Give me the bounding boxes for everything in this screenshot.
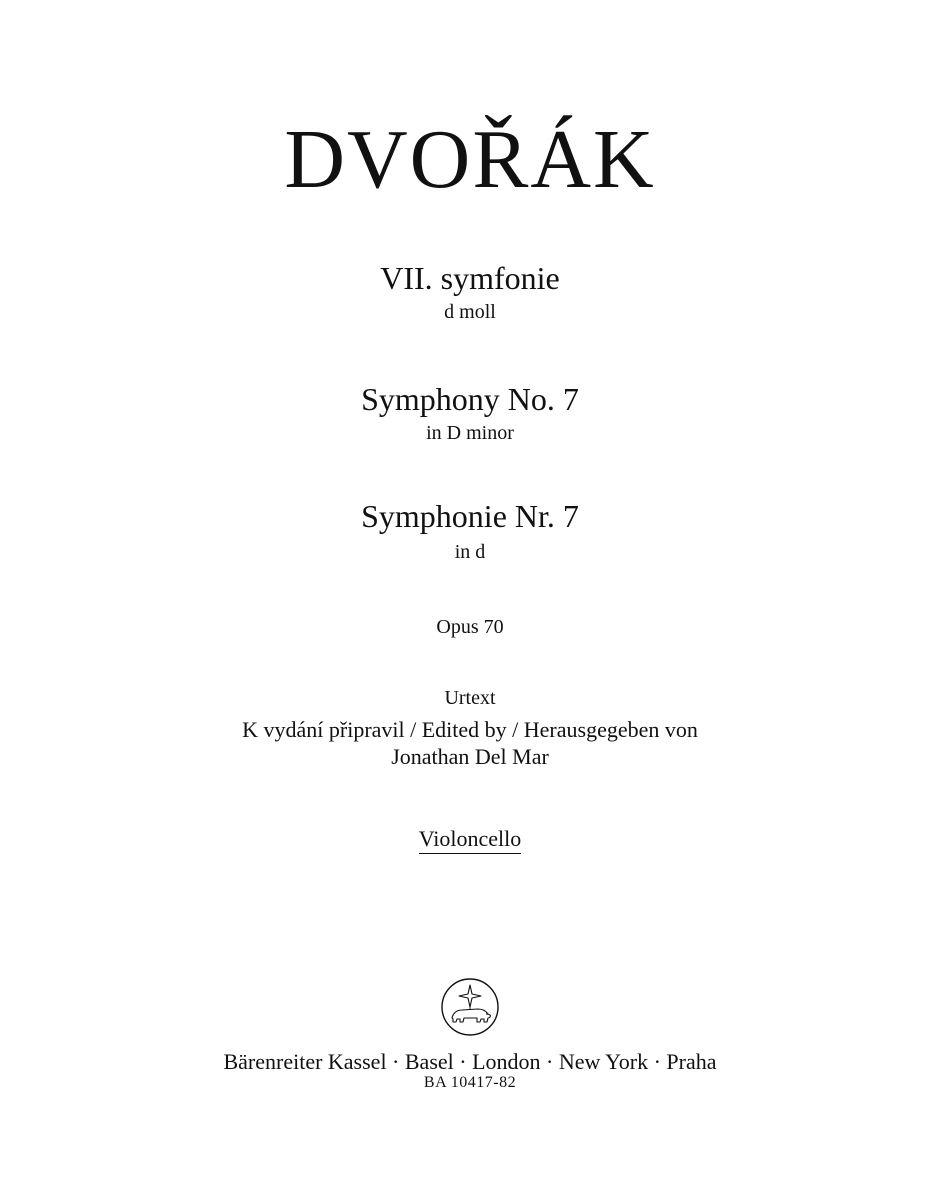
title-czech: VII. symfonie [380,260,560,296]
key-czech: d moll [444,301,496,323]
instrument-label: Violoncello [419,828,522,854]
instrument-part [0,828,940,854]
key-german: in d [454,541,486,563]
catalog-number: BA 10417-82 [423,1074,517,1091]
title-english: Symphony No. 7 [361,381,579,417]
publisher-line: Bärenreiter Kassel · Basel · London · New York · Praha [223,1049,717,1074]
editor-name: Jonathan Del Mar [391,744,549,769]
opus-number: Opus 70 [436,616,504,638]
baerenreiter-bear-star-logo-icon [440,977,500,1037]
urtext-label: Urtext [444,687,496,709]
title-german: Symphonie Nr. 7 [361,498,579,534]
edited-by-label: K vydání připravil / Edited by / Herausgegeben von [242,717,698,742]
composer-name: DVOŘÁK [284,113,656,206]
key-english: in D minor [426,422,514,444]
